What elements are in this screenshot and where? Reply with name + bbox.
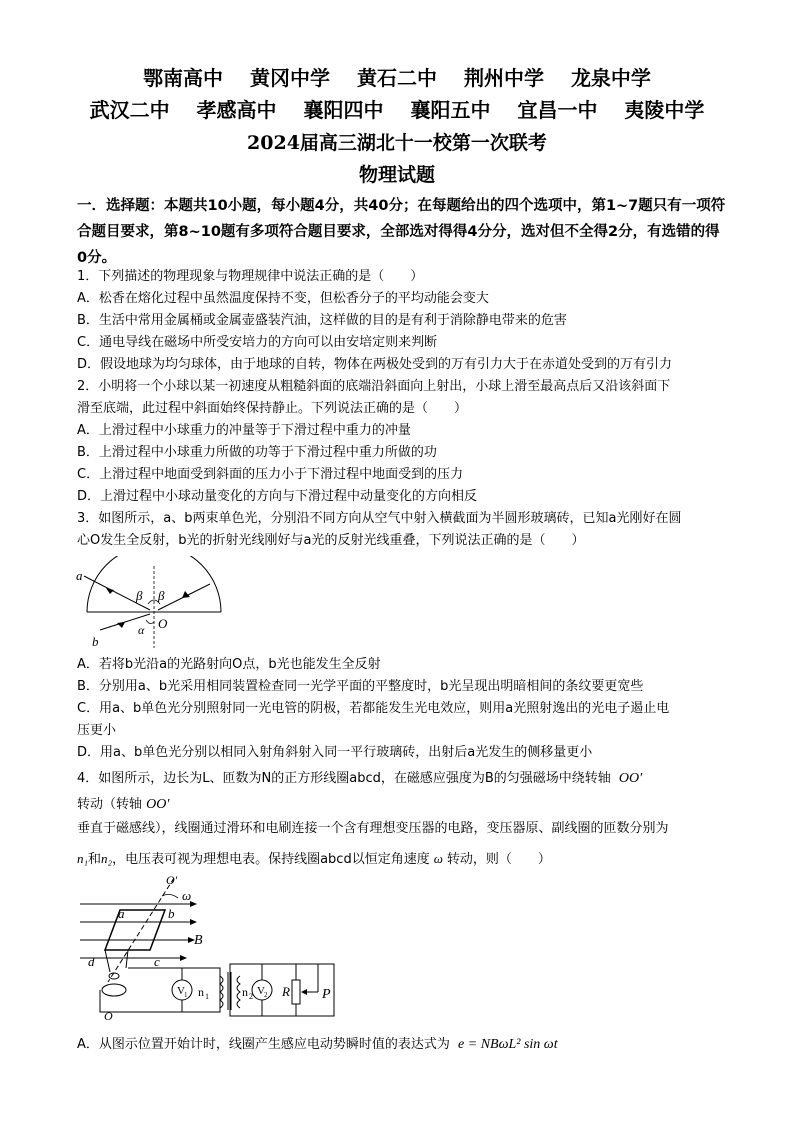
school-name: 龙泉中学 xyxy=(570,66,651,90)
q4-option-a-text: A．从图示位置开始计时，线圈产生感应电动势瞬时值的表达式为 xyxy=(77,1037,450,1052)
slip-ring xyxy=(102,984,126,996)
q3-option-d: D．用a、b单色光分别以相同入射角斜射入同一平行玻璃砖，出射后a光发生的侧移量更小 xyxy=(77,745,593,760)
label-b: b xyxy=(92,634,99,649)
q4-stem-text: 4．如图所示，边长为L、匝数为N的正方形线圈abcd，在磁感应强度为B的匀强磁场中绕转轴 xyxy=(77,771,611,786)
school-name: 孝感高中 xyxy=(196,98,277,122)
school-name: 武汉二中 xyxy=(89,98,170,122)
school-name: 黄冈中学 xyxy=(250,66,331,90)
axis-label: OO′ xyxy=(146,797,170,812)
question-4-stem-cont: 垂直于磁感线），线圈通过滑环和电刷连接一个含有理想变压器的电路，变压器原、副线圈的匝数分别为 xyxy=(77,821,669,836)
school-name: 荆州中学 xyxy=(463,66,544,90)
omega-arc xyxy=(162,894,178,898)
q4-stem-text: ，电压表可视为理想电表。保持线圈abcd以恒定角速度 xyxy=(112,852,430,867)
question-1-stem: 1．下列描述的物理现象与物理规律中说法正确的是（ ） xyxy=(77,269,424,284)
question-4-stem-cont xyxy=(77,796,169,814)
label-beta-left: β xyxy=(136,588,143,603)
secondary-coil xyxy=(237,976,240,1008)
lead-wire xyxy=(105,950,110,972)
label-b: b xyxy=(168,906,175,921)
school-name: 宜昌一中 xyxy=(517,98,598,122)
ray-b-arrow xyxy=(117,622,125,628)
label-n2-sub: 2 xyxy=(249,992,253,1001)
label-alpha: α xyxy=(138,623,145,637)
n1-symbol: n₁ xyxy=(77,851,89,866)
label-beta-right: β xyxy=(158,588,165,603)
alpha-arc xyxy=(146,620,154,624)
label-V2: V xyxy=(257,985,265,997)
q1-option-b: B．生活中常用金属桶或金属壶盛装汽油，这样做的目的是有利于消除静电带来的危害 xyxy=(77,313,567,328)
label-O: O xyxy=(158,616,168,631)
q1-option-d: D．假设地球为均匀球体，由于地球的自转，物体在两极处受到的万有引力大于在赤道处受到的万有引力 xyxy=(77,357,673,372)
label-omega: ω xyxy=(182,888,192,903)
school-name: 鄂南高中 xyxy=(143,66,224,90)
q1-option-a: A．松香在熔化过程中虽然温度保持不变，但松香分子的平均动能会变大 xyxy=(77,291,489,306)
label-d: d xyxy=(88,954,95,969)
label-a: a xyxy=(118,906,125,921)
q3-option-b: B．分别用a、b光采用相同装置检查同一光学平面的平整度时，b光呈现出明暗相间的条纹要更宽些 xyxy=(77,679,644,694)
q4-option-a xyxy=(77,1036,558,1054)
school-list-row2 xyxy=(0,94,794,123)
field-arrow xyxy=(190,919,197,925)
rotation-axis xyxy=(108,878,174,982)
label-V2-sub: 2 xyxy=(264,991,268,999)
slip-ring xyxy=(109,973,119,979)
glass-semicircle-figure xyxy=(70,556,230,652)
label-O: O xyxy=(104,1009,113,1023)
slider-arrow xyxy=(301,989,307,995)
square-coil xyxy=(105,910,165,950)
question-2-stem: 2．小明将一个小球以某一初速度从粗糙斜面的底端沿斜面向上射出，小球上滑至最高点后又沿该斜面下 xyxy=(77,379,671,394)
exam-title: 2024届高三湖北十一校第一次联考 xyxy=(247,132,547,154)
label-R: R xyxy=(282,984,290,999)
question-2-stem-cont: 滑至底端，此过程中斜面始终保持静止。下列说法正确的是（ ） xyxy=(77,401,468,416)
label-a: a xyxy=(76,568,83,583)
question-3-stem-cont: 心O发生全反射，b光的折射光线刚好与a光的反射光线重叠，下列说法正确的是（ ） xyxy=(77,533,585,548)
q4-stem-text: 转动（转轴 xyxy=(77,797,143,812)
n2-symbol: n₂ xyxy=(101,851,113,866)
q1-option-c: C．通电导线在磁场中所受安培力的方向可以由安培定则来判断 xyxy=(77,335,438,350)
q3-option-c-cont: 压更小 xyxy=(77,723,117,738)
label-P: P xyxy=(322,987,331,1002)
axis-label: OO′ xyxy=(618,771,643,786)
label-n2: n xyxy=(242,985,248,999)
school-list-row1 xyxy=(0,62,794,91)
q4-stem-text: 转动，则（ ） xyxy=(446,852,551,867)
question-4-stem xyxy=(77,770,642,788)
omega-symbol: ω xyxy=(433,851,443,866)
label-V1: V xyxy=(177,985,185,997)
label-O-prime: O′ xyxy=(166,873,178,887)
q4-and: 和 xyxy=(88,852,102,867)
variable-resistor xyxy=(292,980,300,1004)
question-3-stem: 3．如图所示，a、b两束单色光，分别沿不同方向从空气中射入横截面为半圆形玻璃砖，已知a光刚好在圆 xyxy=(77,511,682,526)
subject-title: 物理试题 xyxy=(358,164,435,186)
question-4-stem-cont xyxy=(77,850,551,869)
q3-option-a: A．若将b光沿a的光路射向O点，b光也能发生全反射 xyxy=(77,657,381,672)
q2-option-d: D．上滑过程中小球动量变化的方向与下滑过程中动量变化的方向相反 xyxy=(77,489,478,504)
q2-option-a: A．上滑过程中小球重力的冲量等于下滑过程中重力的冲量 xyxy=(77,423,411,438)
q2-option-c: C．上滑过程中地面受到斜面的压力小于下滑过程中地面受到的压力 xyxy=(77,467,464,482)
label-c: c xyxy=(154,954,160,969)
label-V1-sub: 1 xyxy=(184,991,188,999)
school-name: 襄阳五中 xyxy=(410,98,491,122)
school-name: 夷陵中学 xyxy=(624,98,705,122)
emf-formula: e = NBωL² sin ωt xyxy=(458,1037,558,1052)
label-B: B xyxy=(194,933,203,948)
label-n1-sub: 1 xyxy=(205,992,209,1001)
section-heading: 一．选择题：本题共10小题，每小题4分，共40分；在每题给出的四个选项中，第1~7题只有一项符合题目要求，第8~10题有多项符合题目要求，全部选对得得4分分，选对但不全得2分，有选错的得0分。 xyxy=(77,198,726,266)
q3-option-c: C．用a、b单色光分别照射同一光电管的阴极，若都能发生光电效应，则用a光照射逸出的光电子遏止电 xyxy=(77,701,670,716)
label-n1: n xyxy=(198,985,204,999)
field-arrow xyxy=(180,955,187,961)
school-name: 黄石二中 xyxy=(357,66,437,90)
coil-transformer-circuit-figure xyxy=(70,872,340,1030)
q2-option-b: B．上滑过程中小球重力所做的功等于下滑过程中重力所做的功 xyxy=(77,445,437,460)
school-name: 襄阳四中 xyxy=(303,98,384,122)
